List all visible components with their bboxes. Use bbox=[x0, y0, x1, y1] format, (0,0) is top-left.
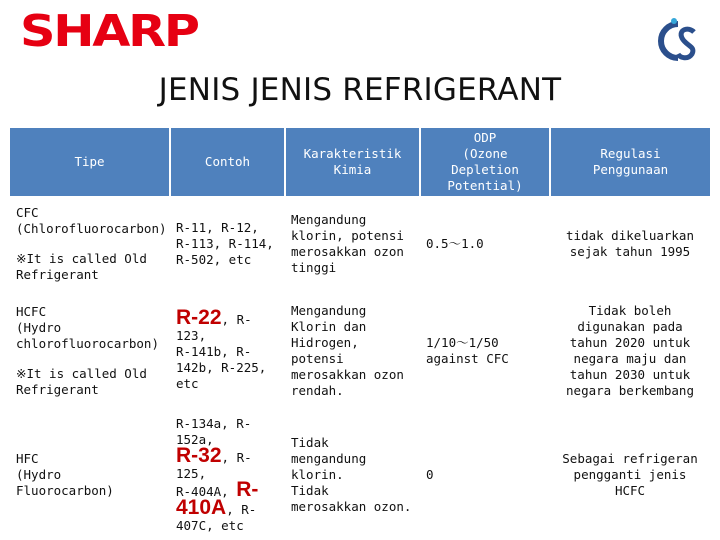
cell-regulasi: tidak dikeluarkan sejak tahun 1995 bbox=[566, 227, 694, 259]
header-regulasi: Regulasi Penggunaan bbox=[550, 128, 710, 196]
highlight-r32: R-32 bbox=[176, 444, 222, 467]
table-header-row bbox=[10, 128, 710, 196]
slide-title: JENIS JENIS REFRIGERANT bbox=[158, 72, 562, 108]
table-row-cfc bbox=[10, 196, 710, 291]
cell-odp: 1/10～1/50 against CFC bbox=[426, 335, 509, 366]
cell-contoh: R-11, R-12, R-113, R-114, R-502, etc bbox=[176, 219, 274, 267]
cs-logo-text: CS bbox=[708, 74, 710, 75]
cs-logo-icon bbox=[648, 14, 710, 75]
cell-contoh: R-134a, R- 152a, R-32, R-125, R-404A, R- 410A, R- 407C, etc bbox=[176, 416, 259, 533]
cell-karakteristik: Tidak mengandung klorin. Tidak merosakkan ozon. bbox=[291, 435, 412, 514]
highlight-r22: R-22 bbox=[176, 306, 222, 329]
cell-regulasi: Tidak boleh digunakan pada tahun 2020 untuk negara maju dan tahun 2030 untuk negara berkembang bbox=[566, 303, 694, 398]
cell-tipe: HCFC (Hydro chlorofluorocarbon) ※It is called Old Refrigerant bbox=[16, 304, 159, 397]
header-contoh: Contoh bbox=[170, 128, 285, 196]
table-row-hcfc bbox=[10, 291, 710, 411]
table-row-hfc bbox=[10, 411, 710, 539]
header-odp: ODP (Ozone Depletion Potential) bbox=[420, 128, 550, 196]
cell-tipe: CFC (Chlorofluorocarbon) ※It is called Old Refrigerant bbox=[16, 204, 167, 282]
header-karakteristik: Karakteristik Kimia bbox=[285, 128, 420, 196]
highlight-r410a-prefix: R- bbox=[236, 478, 259, 501]
cell-karakteristik: Mengandung Klorin dan Hidrogen, potensi merosakkan ozon rendah. bbox=[291, 303, 404, 398]
cell-odp: 0.5～1.0 bbox=[426, 235, 484, 251]
cell-regulasi: Sebagai refrigeran pengganti jenis HCFC bbox=[562, 451, 698, 498]
sharp-logo: SHARP bbox=[20, 6, 198, 57]
refrigerant-table bbox=[10, 128, 710, 539]
header-tipe: Tipe bbox=[10, 128, 170, 196]
cell-odp: 0 bbox=[426, 467, 434, 482]
cell-karakteristik: Mengandung klorin, potensi merosakkan ozon tinggi bbox=[291, 211, 404, 275]
highlight-r410a: 410A bbox=[176, 496, 227, 519]
cell-contoh: R-22, R-123, R-141b, R- 142b, R-225, etc bbox=[176, 306, 267, 391]
cell-tipe: HFC (Hydro Fluorocarbon) bbox=[16, 451, 114, 498]
